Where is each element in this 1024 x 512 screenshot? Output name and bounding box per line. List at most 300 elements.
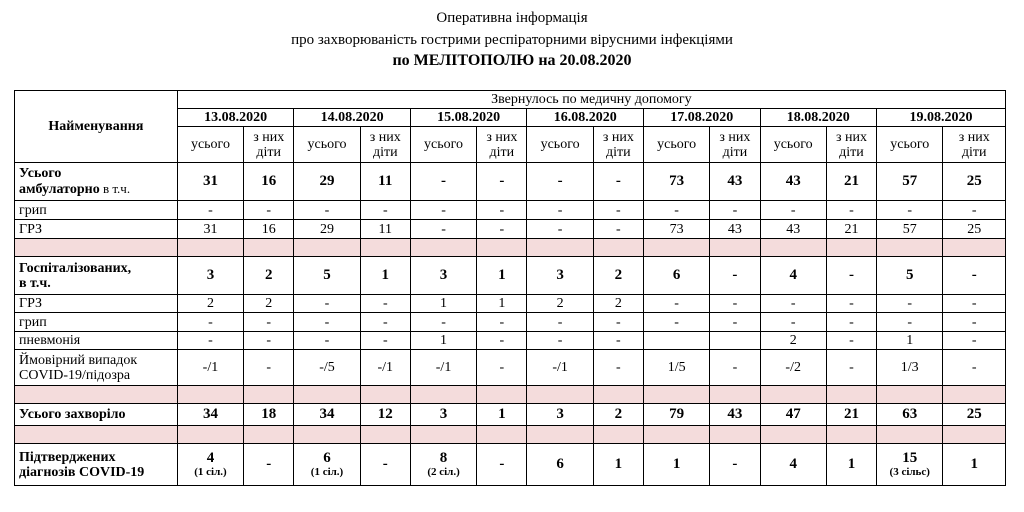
spacer-cell [177, 426, 243, 444]
spacer-cell [410, 386, 476, 404]
value-cell [593, 220, 643, 239]
value-cell [710, 350, 760, 386]
value: - [849, 202, 854, 218]
value-cell [643, 444, 709, 486]
value-cell [943, 295, 1006, 313]
spacer-cell [593, 426, 643, 444]
value-cell [877, 332, 943, 350]
value: - [732, 314, 738, 330]
spacer-cell [15, 426, 178, 444]
value: - [849, 314, 854, 330]
value: 5 [323, 267, 331, 283]
sub-header-children [477, 127, 527, 163]
value-cell [410, 201, 476, 220]
value: 11 [378, 173, 393, 189]
value: -/1 [377, 360, 394, 375]
value: -/1 [202, 360, 219, 375]
spacer-cell [244, 426, 294, 444]
value: - [790, 202, 796, 218]
spacer-cell [527, 426, 593, 444]
value: - [499, 173, 505, 189]
value: 16 [261, 221, 276, 237]
value: - [499, 314, 505, 330]
value-cell [410, 295, 476, 313]
date-header: 16.08.2020 [527, 109, 644, 127]
row-label [15, 444, 178, 486]
value-cell [360, 313, 410, 332]
value: 1 [498, 267, 506, 283]
value: 2 [556, 296, 564, 311]
value-cell [527, 313, 593, 332]
value: - [674, 202, 679, 218]
spacer-cell [877, 426, 943, 444]
value-cell [593, 332, 643, 350]
value-cell [593, 404, 643, 426]
value: - [732, 456, 738, 472]
value-cell [943, 350, 1006, 386]
spacer-cell [877, 239, 943, 257]
value-cell [477, 350, 527, 386]
row-flu2 [15, 313, 1006, 332]
value-cell [593, 350, 643, 386]
value-cell [593, 295, 643, 313]
value-cell [643, 257, 709, 295]
value-note: (1 сіл.) [194, 466, 227, 478]
value: 31 [202, 173, 218, 189]
row-label-text: ГРЗ [19, 296, 43, 311]
row-label-text: грип [19, 202, 47, 218]
value-cell [527, 257, 593, 295]
value: 15 [902, 450, 918, 466]
value-cell [360, 332, 410, 350]
row-label-suffix: в т.ч. [99, 181, 131, 196]
value-cell [294, 295, 360, 313]
value: - [907, 202, 913, 218]
value-cell [294, 404, 360, 426]
row-covid_susp [15, 350, 1006, 386]
row-label-line2: в т.ч. [19, 275, 51, 291]
value: - [849, 333, 854, 348]
name-column-header: Найменування [15, 91, 178, 163]
value: 1 [614, 456, 623, 472]
row-label-line1: Усього [19, 166, 62, 181]
value-cell [477, 163, 527, 201]
value-cell [177, 350, 243, 386]
value-cell [760, 350, 826, 386]
spacer-cell [177, 386, 243, 404]
value: - [266, 333, 272, 348]
value-cell [527, 404, 593, 426]
value: - [615, 173, 621, 189]
row-label-line1: Підтверджених [19, 449, 116, 465]
value: 2 [206, 296, 214, 311]
spacer-cell [643, 386, 709, 404]
spacer-cell [826, 426, 876, 444]
date-header: 15.08.2020 [410, 109, 527, 127]
value: - [208, 333, 213, 348]
value-cell [943, 332, 1006, 350]
group-header: Звернулось по медичну допомогу [177, 91, 1005, 109]
spacer-cell [410, 239, 476, 257]
value-cell [710, 220, 760, 239]
value: - [790, 296, 796, 311]
spacer-cell [710, 239, 760, 257]
value-cell [527, 350, 593, 386]
date-header: 13.08.2020 [177, 109, 294, 127]
value: - [848, 267, 854, 283]
value-cell [710, 295, 760, 313]
date-header: 14.08.2020 [294, 109, 411, 127]
value: 57 [902, 221, 917, 237]
value: 1 [381, 267, 390, 283]
value: 3 [439, 267, 448, 283]
value-cell [410, 350, 476, 386]
spacer-cell [477, 239, 527, 257]
value: 2 [789, 333, 797, 348]
spacer-cell [360, 386, 410, 404]
value-cell [826, 201, 876, 220]
value: - [849, 296, 854, 311]
value-cell [826, 220, 876, 239]
row-label [15, 313, 178, 332]
value-cell [177, 295, 243, 313]
value-cell [360, 350, 410, 386]
value-cell [360, 163, 410, 201]
value-cell [177, 201, 243, 220]
title-line-2: про захворюваність гострими респіраторними вірусними інфекціями [291, 32, 733, 48]
sub-header-children [593, 127, 643, 163]
sub-header-children-line2: діти [489, 144, 515, 160]
value-cell [294, 163, 360, 201]
value: 34 [202, 406, 218, 422]
value-cell [826, 257, 876, 295]
value: - [441, 173, 447, 189]
value-cell [244, 201, 294, 220]
row-label [15, 350, 178, 386]
row-label-line2: COVID-19/підозра [19, 367, 131, 383]
value-cell [360, 220, 410, 239]
sub-header-children-line2: діти [256, 144, 282, 160]
spacer-cell [244, 239, 294, 257]
value-cell [760, 332, 826, 350]
sub-header-children-line1: з них [253, 129, 285, 145]
value-note: (1 сіл.) [310, 466, 344, 478]
spacer-cell [527, 239, 593, 257]
value-cell [177, 163, 243, 201]
value-cell [643, 201, 709, 220]
value-cell [877, 295, 943, 313]
value: 43 [727, 406, 743, 422]
value: - [266, 360, 272, 375]
value-cell [527, 201, 593, 220]
sub-header-total: усього [294, 127, 360, 163]
value-cell [294, 332, 360, 350]
value: 18 [261, 406, 277, 422]
value-cell [410, 404, 476, 426]
row-confirmed [15, 444, 1006, 486]
value: 29 [319, 173, 335, 189]
value-cell [710, 201, 760, 220]
value: - [557, 221, 563, 237]
value: 2 [614, 296, 622, 311]
value: 8 [439, 450, 448, 466]
value: 25 [967, 221, 982, 237]
value-cell [294, 201, 360, 220]
value: 79 [669, 406, 685, 422]
value-cell [943, 257, 1006, 295]
row-grz2 [15, 295, 1006, 313]
value: 3 [556, 406, 564, 422]
value-cell [826, 444, 876, 486]
value-cell [360, 201, 410, 220]
value-cell [360, 295, 410, 313]
value-cell [826, 404, 876, 426]
value: - [266, 456, 272, 472]
value-cell [943, 404, 1006, 426]
sub-header-total: усього [643, 127, 709, 163]
row-total [15, 404, 1006, 426]
value: - [382, 456, 388, 472]
value-cell [244, 257, 294, 295]
value: 1 [498, 406, 506, 422]
value: - [732, 360, 738, 375]
value: 1/3 [900, 360, 919, 375]
value: - [382, 314, 388, 330]
value: - [441, 221, 446, 237]
spacer-cell [593, 239, 643, 257]
value-note: (2 сіл.) [427, 466, 460, 478]
row-label [15, 332, 178, 350]
value: 2 [265, 296, 273, 311]
row-label-line2: амбулаторно [19, 182, 100, 197]
value: - [907, 314, 913, 330]
spacer-cell [294, 386, 360, 404]
sub-header-children-line1: з них [602, 129, 634, 145]
value-cell [360, 404, 410, 426]
title-line-1: Оперативна інформація [436, 10, 588, 26]
value: - [971, 267, 977, 283]
row-flu1 [15, 201, 1006, 220]
value: 63 [902, 406, 918, 422]
sub-header-children [826, 127, 876, 163]
value: - [616, 333, 621, 348]
value-cell [643, 404, 709, 426]
row-label-line2: діагнозів COVID-19 [19, 464, 145, 480]
value: - [971, 202, 977, 218]
spacer-cell [410, 426, 476, 444]
value: - [382, 296, 388, 311]
value-cell [593, 163, 643, 201]
value-cell [877, 444, 943, 486]
value: 2 [264, 267, 273, 283]
value: - [907, 296, 913, 311]
row-label-text: ГРЗ [19, 221, 43, 237]
row-label [15, 404, 178, 426]
value: 4 [789, 456, 797, 472]
value: - [208, 202, 213, 218]
value: 25 [966, 173, 982, 189]
value-cell [593, 444, 643, 486]
value: 31 [203, 221, 218, 237]
value-cell [477, 295, 527, 313]
row-label-text: пневмонія [19, 333, 81, 348]
spacer-cell [477, 426, 527, 444]
sub-header-children-line2: діти [606, 144, 631, 160]
value-cell [877, 163, 943, 201]
value-cell [244, 404, 294, 426]
value: 11 [378, 221, 393, 237]
value-cell [593, 257, 643, 295]
row-label [15, 220, 178, 239]
spacer-cell [643, 239, 709, 257]
value: 6 [672, 267, 681, 283]
sub-header-children-line2: діти [372, 144, 398, 160]
value: 34 [319, 406, 335, 422]
spacer-cell [527, 386, 593, 404]
value-cell [177, 444, 243, 486]
value-cell [826, 163, 876, 201]
value-cell [244, 313, 294, 332]
value-cell [244, 350, 294, 386]
value-cell [877, 201, 943, 220]
value-cell [294, 313, 360, 332]
value-cell [877, 220, 943, 239]
sub-header-children-line2: діти [839, 144, 864, 160]
value-cell [826, 313, 876, 332]
value: - [499, 360, 505, 375]
value: -/5 [319, 360, 335, 375]
value: 6 [323, 450, 331, 466]
value-cell [177, 220, 243, 239]
value: 3 [556, 267, 564, 283]
value: - [616, 221, 621, 237]
row-label [15, 295, 178, 313]
spacer-cell [593, 386, 643, 404]
value: - [971, 296, 977, 311]
spacer-cell [244, 386, 294, 404]
value-cell [477, 404, 527, 426]
value-cell [410, 313, 476, 332]
value: 1 [672, 456, 681, 472]
value: - [616, 360, 621, 375]
value-cell [410, 257, 476, 295]
value-cell [710, 257, 760, 295]
value-cell [826, 332, 876, 350]
spacer-row [15, 426, 1006, 444]
value-cell [477, 220, 527, 239]
value-cell [244, 220, 294, 239]
value: 21 [843, 406, 859, 422]
value-cell [760, 257, 826, 295]
value: - [971, 314, 977, 330]
value: 47 [785, 406, 801, 422]
value: 57 [902, 173, 918, 189]
value: 1 [906, 333, 914, 348]
value: - [499, 202, 505, 218]
value-cell [410, 220, 476, 239]
value: 1 [440, 296, 448, 311]
value-cell [527, 163, 593, 201]
value: 43 [727, 221, 742, 237]
value: - [971, 333, 977, 348]
value-cell [360, 444, 410, 486]
value: -/1 [552, 360, 568, 375]
spacer-cell [760, 386, 826, 404]
row-label [15, 163, 178, 201]
value-cell [294, 257, 360, 295]
value-cell [643, 332, 709, 350]
value-cell [760, 163, 826, 201]
value: 73 [669, 173, 685, 189]
header-row-group [15, 91, 1006, 109]
value-cell [527, 444, 593, 486]
value: - [674, 314, 679, 330]
value-cell [760, 404, 826, 426]
spacer-row [15, 386, 1006, 404]
value: - [441, 314, 446, 330]
value-cell [710, 444, 760, 486]
spacer-cell [710, 386, 760, 404]
value-cell [294, 350, 360, 386]
title-line-3: по МЕЛІТОПОЛЮ на 20.08.2020 [392, 52, 632, 69]
value: - [557, 173, 563, 189]
value: - [732, 267, 738, 283]
value-cell [760, 295, 826, 313]
value: 43 [785, 173, 801, 189]
value: - [971, 360, 977, 375]
value-cell [760, 201, 826, 220]
value-cell [410, 163, 476, 201]
value: 1 [847, 456, 856, 472]
value: - [732, 202, 738, 218]
value-note: (3 сільс) [889, 466, 930, 478]
value: 4 [789, 267, 797, 283]
value-cell [177, 332, 243, 350]
value-cell [410, 444, 476, 486]
value-cell [527, 220, 593, 239]
sub-header-children-line1: з них [369, 129, 401, 145]
sub-header-total: усього [410, 127, 476, 163]
value-cell [477, 257, 527, 295]
row-hosp [15, 257, 1006, 295]
value: - [266, 314, 272, 330]
spacer-cell [760, 426, 826, 444]
spacer-cell [760, 239, 826, 257]
value-cell [593, 313, 643, 332]
value-cell [826, 350, 876, 386]
value-cell [360, 257, 410, 295]
sub-header-total: усього [177, 127, 243, 163]
value-cell [943, 220, 1006, 239]
value: -/2 [785, 360, 801, 375]
spacer-cell [177, 239, 243, 257]
value: - [208, 314, 213, 330]
sub-header-children [943, 127, 1006, 163]
value-cell [477, 201, 527, 220]
value: 1 [440, 333, 448, 348]
value: - [324, 314, 330, 330]
value: - [324, 296, 330, 311]
spacer-cell [826, 386, 876, 404]
value: -/1 [435, 360, 452, 375]
spacer-cell [360, 239, 410, 257]
value-cell [527, 332, 593, 350]
date-header: 18.08.2020 [760, 109, 877, 127]
value-cell [177, 404, 243, 426]
value: - [499, 221, 505, 237]
value-cell [244, 163, 294, 201]
spacer-cell [943, 426, 1006, 444]
